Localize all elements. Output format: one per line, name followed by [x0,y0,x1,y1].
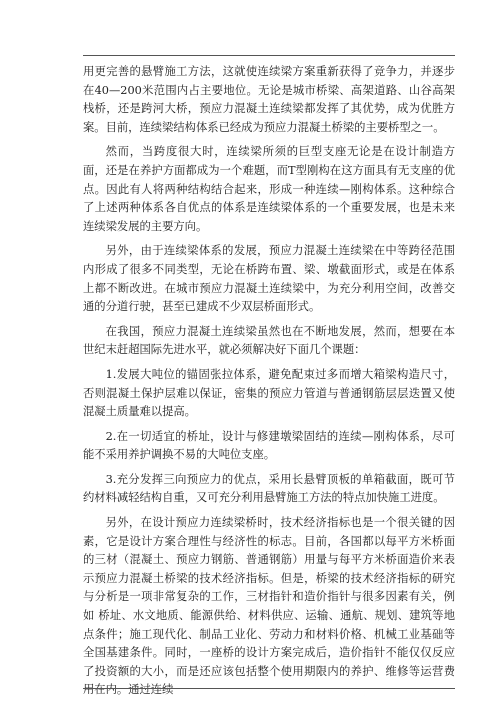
list-item-3: 3.充分发挥三向预应力的优点，采用长悬臂顶板的单箱截面，既可节约材料减轻结构自重，又可充分利用悬臂施工方法的特点加快施工进度。 [83,472,455,505]
list-item-2: 2.在一切适宜的桥址，设计与修建墩梁固结的连续—刚构体系，尽可能不采用养护调换不易的大吨位支座。 [83,429,455,462]
paragraph-economic-indicators: 另外，在设计预应力连续梁桥时，技术经济指标也是一个很关键的因素，它是设计方案合理性与经济性的标志。目前，各国都以每平方米桥面的三材（混凝土、预应力钢筋、普通钢筋）用量与每平方米桥面造价来表示预应力混凝土桥梁的技术经济指标。但是，桥梁的技术经济指标的研究与分析是一项非常复杂的工作，三材指针和造价指针与很多因素有关，例如 桥址、水文地质、能源供给、材料供应、运输、通航、规划、建筑等地点条件；施工现代化、制品工业化、劳动力和材料价格、机械工业基础等全国基建条件。同时，一座桥的设计方案完成后，造价指针不能仅仅反应了投资额的大小，而是还应该包括整个使用期限内的养护、维修等运营费用在内。通过连续 [83,516,455,697]
paragraph-continuous-rigid-frame: 然而，当跨度很大时，连续梁所须的巨型支座无论是在设计制造方面，还是在养护方面都成为一个难题，而T型刚构在这方面具有无支座的优点。因此有人将两种结构结合起来，形成一种连续—刚构体系。这种综合了上述两种体系各自优点的体系是连续梁体系的一个重要发展，也是未来连续梁发展的主要方向。 [83,145,455,233]
list-item-1: 1.发展大吨位的锚固张拉体系，避免配束过多而增大箱梁构造尺寸，否则混凝土保护层难以保证，密集的预应力管道与普通钢筋层层迭置又使混凝土质量难以提高。 [83,367,455,419]
header-rule [83,55,455,56]
footer-rule [83,688,455,689]
paragraph-continuation: 用更完善的悬臂施工方法，这就使连续梁方案重新获得了竞争力，并逐步在40—200米范围内占主要地位。无论是城市桥梁、高架道路、山谷高架栈桥，还是跨河大桥，预应力混凝土连续梁都发挥了其优势，成为优胜方案。目前，连续梁结构体系已经成为预应力混凝土桥梁的主要桥型之一。 [83,65,455,134]
paragraph-domestic-issues: 在我国，预应力混凝土连续梁虽然也在不断地发展，然而，想要在本世纪末赶超国际先进水平，就必须解决好下面几个课题： [83,324,455,357]
body-text [83,63,455,706]
paragraph-development-types: 另外，由于连续梁体系的发展，预应力混凝土连续梁在中等跨径范围内形成了很多不同类型，无论在桥跨布置、梁、墩截面形式，或是在体系上都不断改进。在城市预应力混凝土连续梁中，为充分利用空间，改善交通的分道行驶，甚至已建成不少双层桥面形式。 [83,244,455,314]
